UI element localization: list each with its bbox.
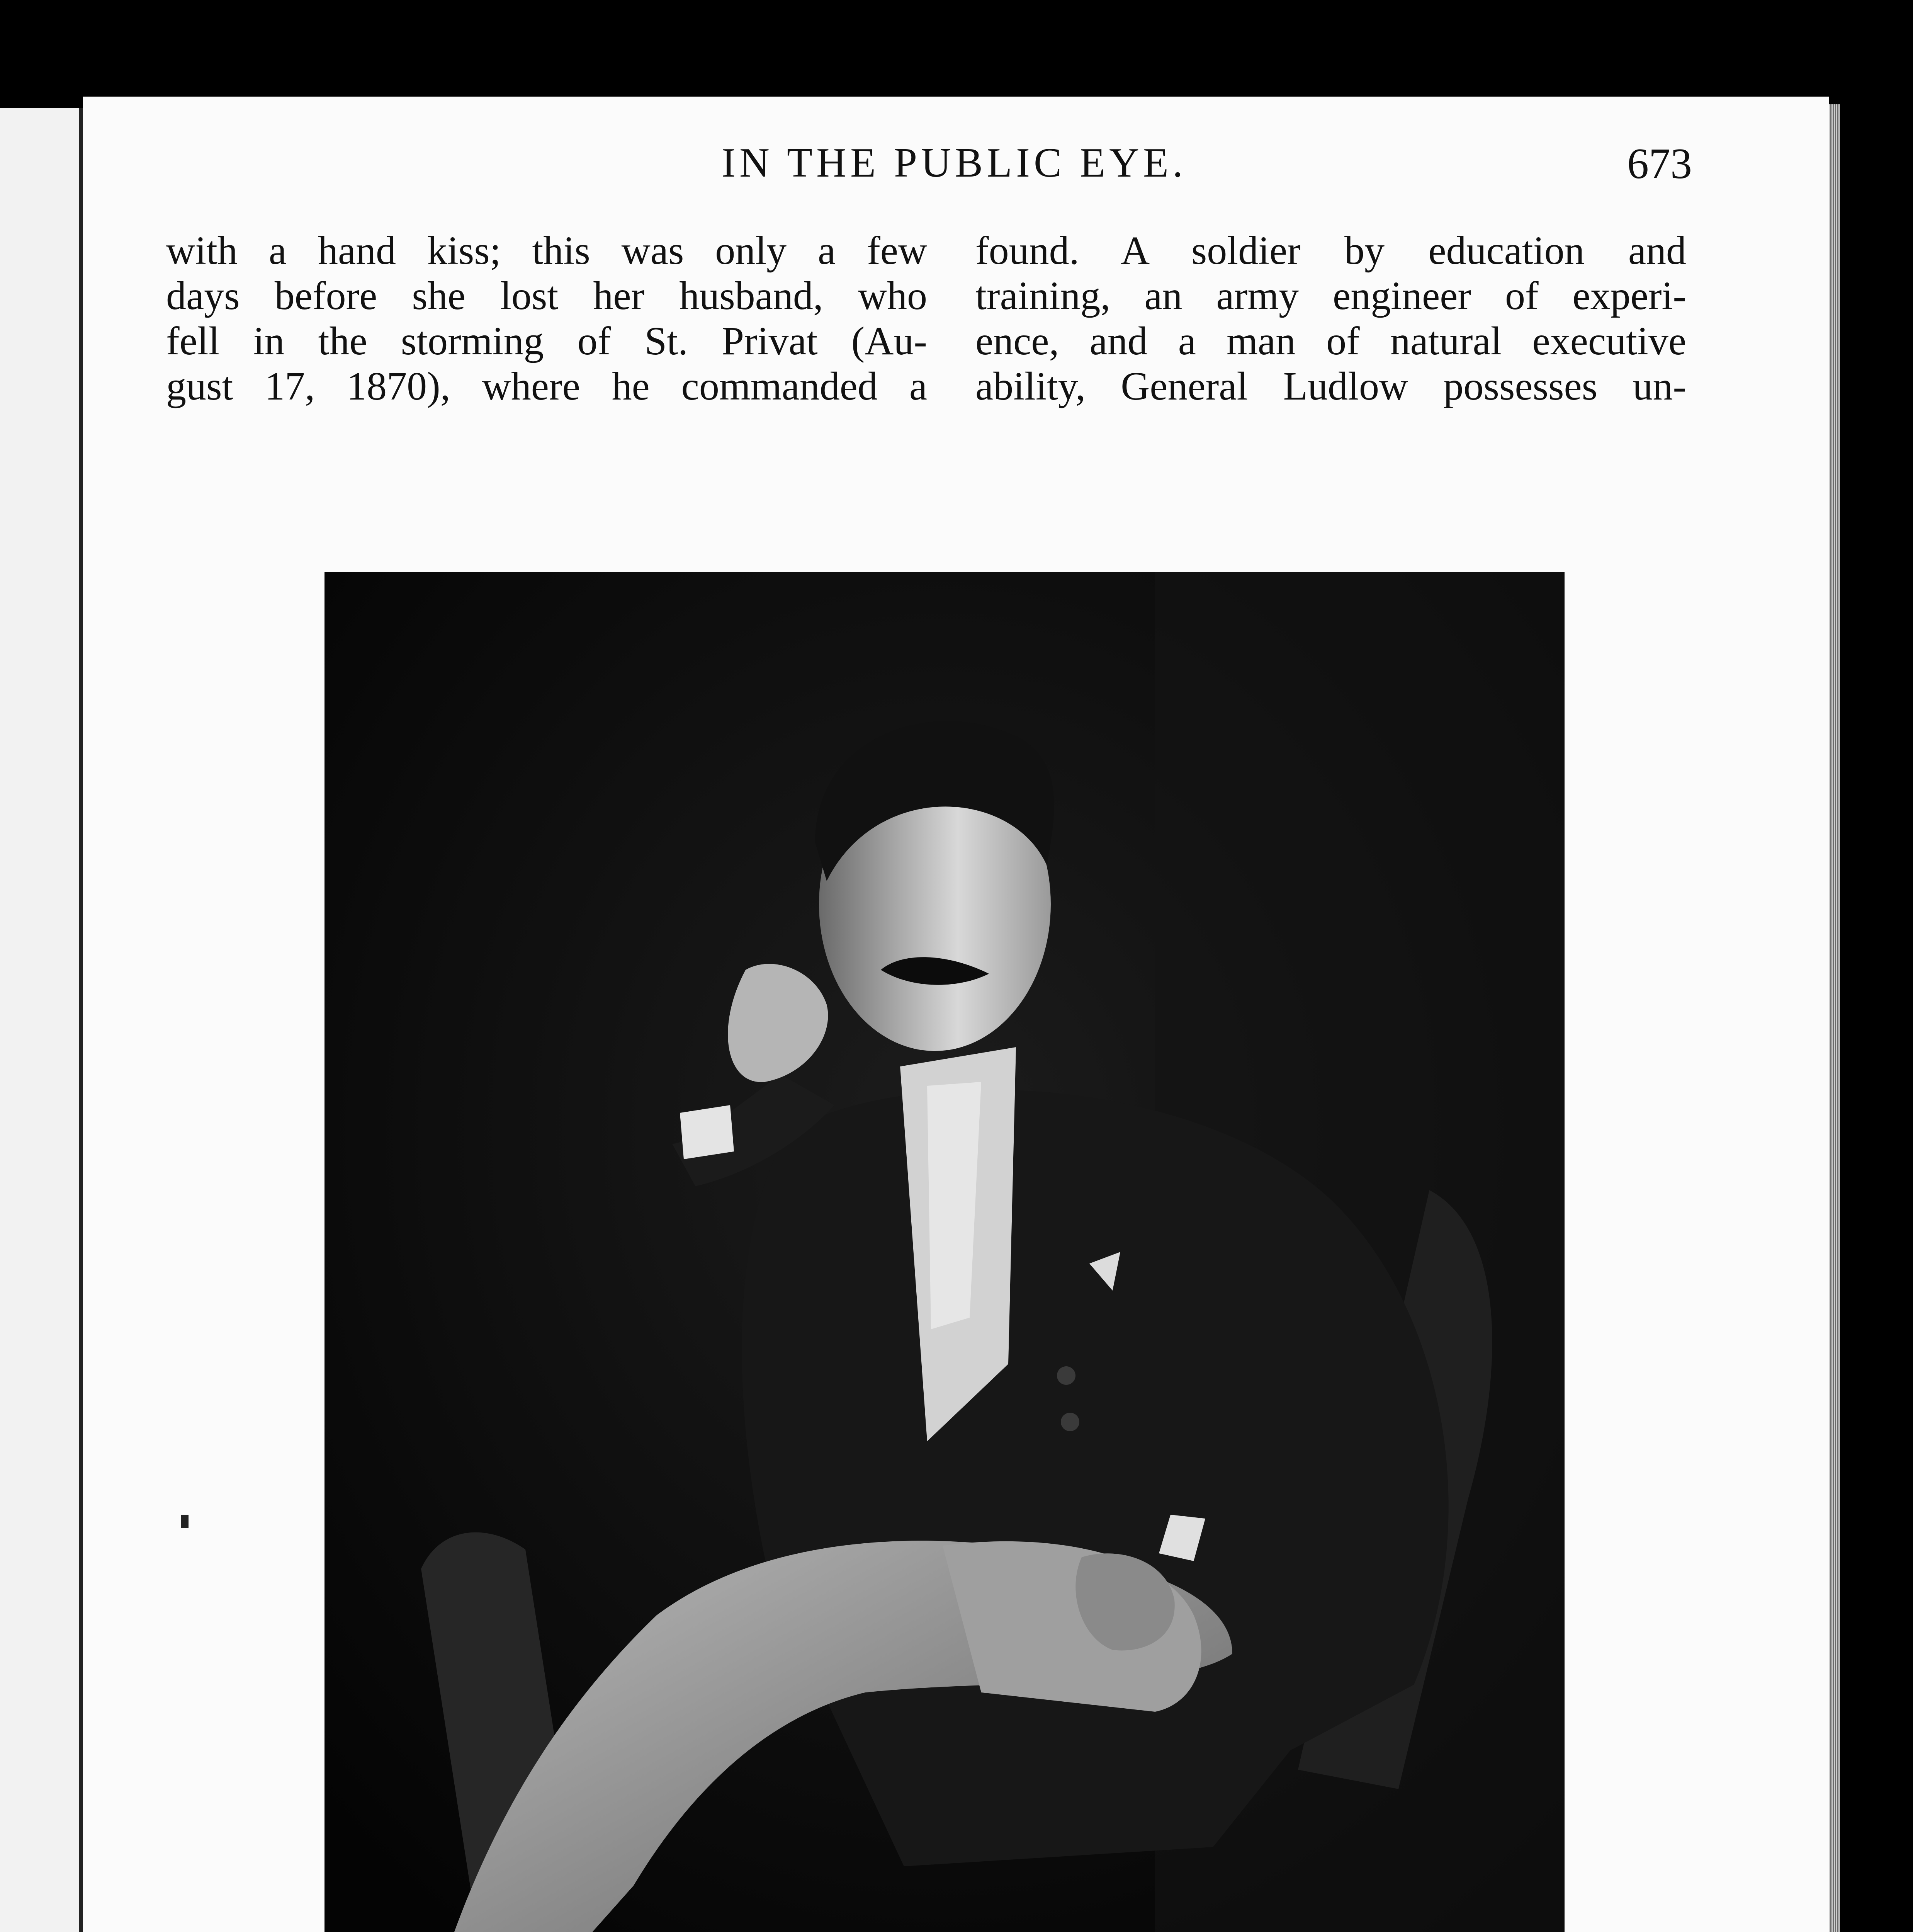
top-right-column — [975, 228, 1686, 409]
ink-speck — [181, 1515, 189, 1528]
text-line: found. A soldier by education and — [975, 228, 1686, 273]
page-fore-edge — [1829, 104, 1840, 1932]
portrait-illustration — [324, 572, 1565, 1932]
text-line: ability, General Ludlow possesses un- — [975, 364, 1686, 408]
portrait-photograph — [324, 572, 1565, 1932]
text-line: gust 17, 1870), where he commanded a — [166, 364, 927, 408]
adjacent-page-edge — [0, 108, 83, 1932]
top-left-column — [166, 228, 927, 409]
running-head: IN THE PUBLIC EYE. — [722, 140, 1187, 186]
text-line: days before she lost her husband, who — [166, 274, 927, 318]
text-line: ence, and a man of natural executive — [975, 319, 1686, 363]
page-number: 673 — [1627, 140, 1692, 188]
text-line: training, an army engineer of experi- — [975, 274, 1686, 318]
text-line: fell in the storming of St. Privat (Au- — [166, 319, 927, 363]
text-line: with a hand kiss; this was only a few — [166, 228, 927, 273]
